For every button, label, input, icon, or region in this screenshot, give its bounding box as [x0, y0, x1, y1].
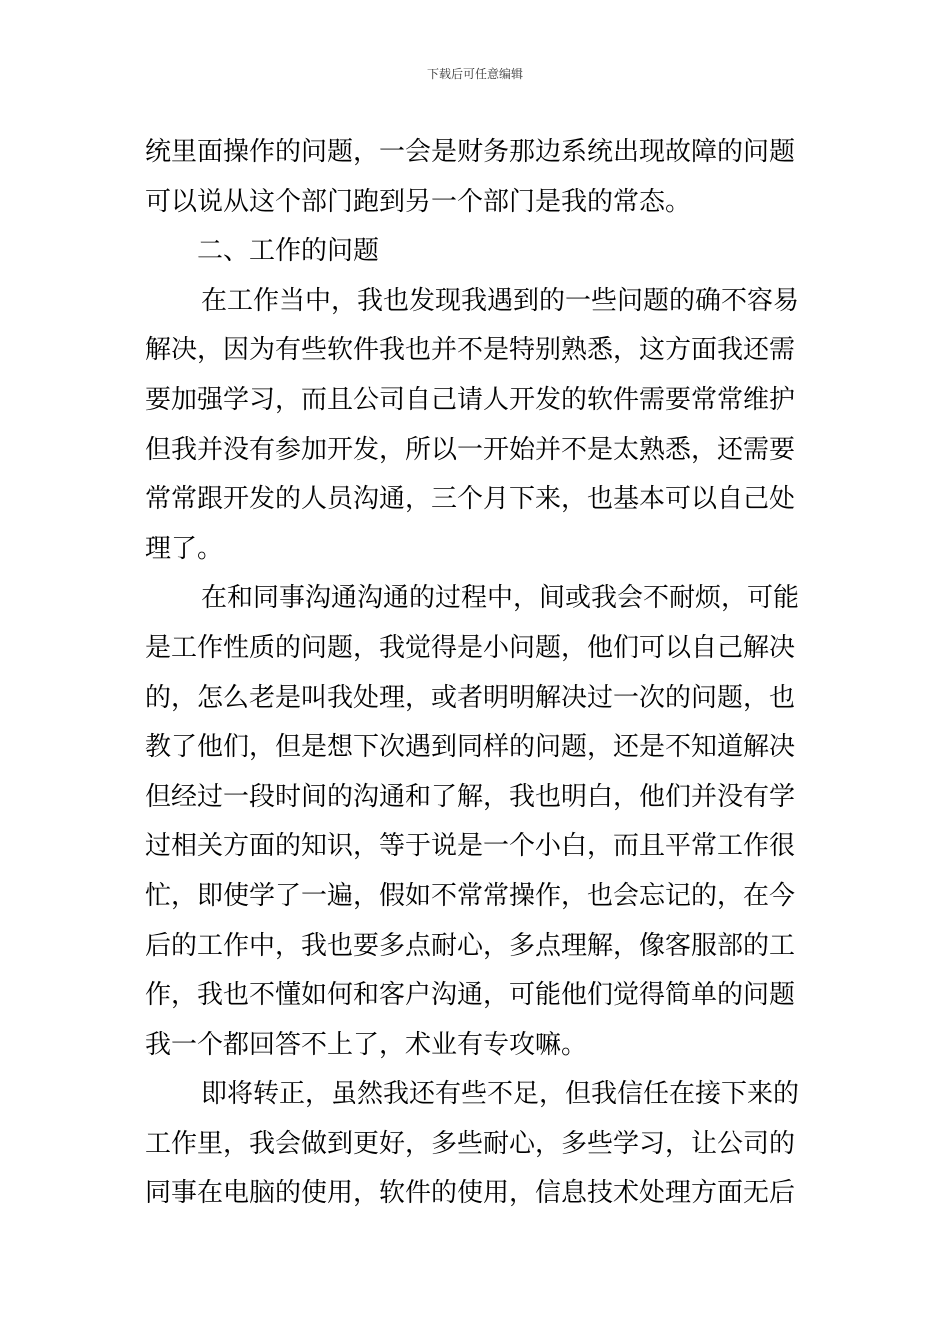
text-line: 即将转正，虽然我还有些不足，但我信任在接下来的	[201, 1079, 800, 1110]
text-line: 但我并没有参加开发，所以一开始并不是太熟悉，还需要	[145, 434, 796, 465]
page-header: 下载后可任意编辑	[426, 67, 523, 81]
text-line: 在和同事沟通沟通的过程中，间或我会不耐烦，可能	[201, 583, 800, 614]
text-line: 常常跟开发的人员沟通，三个月下来，也基本可以自己处	[145, 484, 796, 515]
text-line: 是工作性质的问题，我觉得是小问题，他们可以自己解决	[145, 632, 796, 663]
text-line: 我一个都回答不上了，术业有专攻嘛。	[145, 1029, 588, 1060]
text-line: 要加强学习，而且公司自己请人开发的软件需要常常维护	[145, 384, 796, 415]
text-line: 在工作当中，我也发现我遇到的一些问题的确不容易	[201, 285, 800, 316]
document-body	[145, 128, 805, 1219]
text-line: 解决，因为有些软件我也并不是特别熟悉，这方面我还需	[145, 335, 796, 366]
text-line: 工作里，我会做到更好，多些耐心，多些学习，让公司的	[145, 1128, 796, 1159]
text-line: 同事在电脑的使用，软件的使用，信息技术处理方面无后	[145, 1178, 796, 1209]
text-line: 可以说从这个部门跑到另一个部门是我的常态。	[145, 186, 692, 217]
section-heading: 二、工作的问题	[197, 236, 380, 267]
text-line: 忙，即使学了一遍，假如不常常操作，也会忘记的，在今	[145, 880, 796, 911]
text-line: 的，怎么老是叫我处理，或者明明解决过一次的问题，也	[145, 682, 796, 713]
text-line: 教了他们，但是想下次遇到同样的问题，还是不知道解决	[145, 732, 796, 763]
text-line: 但经过一段时间的沟通和了解，我也明白，他们并没有学	[145, 781, 796, 812]
text-line: 统里面操作的问题，一会是财务那边系统出现故障的问题	[145, 137, 796, 167]
text-line: 作，我也不懂如何和客户沟通，可能他们觉得简单的问题	[145, 980, 796, 1011]
text-line: 理了。	[145, 533, 224, 564]
text-line: 后的工作中，我也要多点耐心，多点理解，像客服部的工	[145, 930, 796, 961]
text-line: 过相关方面的知识，等于说是一个小白，而且平常工作很	[145, 831, 796, 862]
